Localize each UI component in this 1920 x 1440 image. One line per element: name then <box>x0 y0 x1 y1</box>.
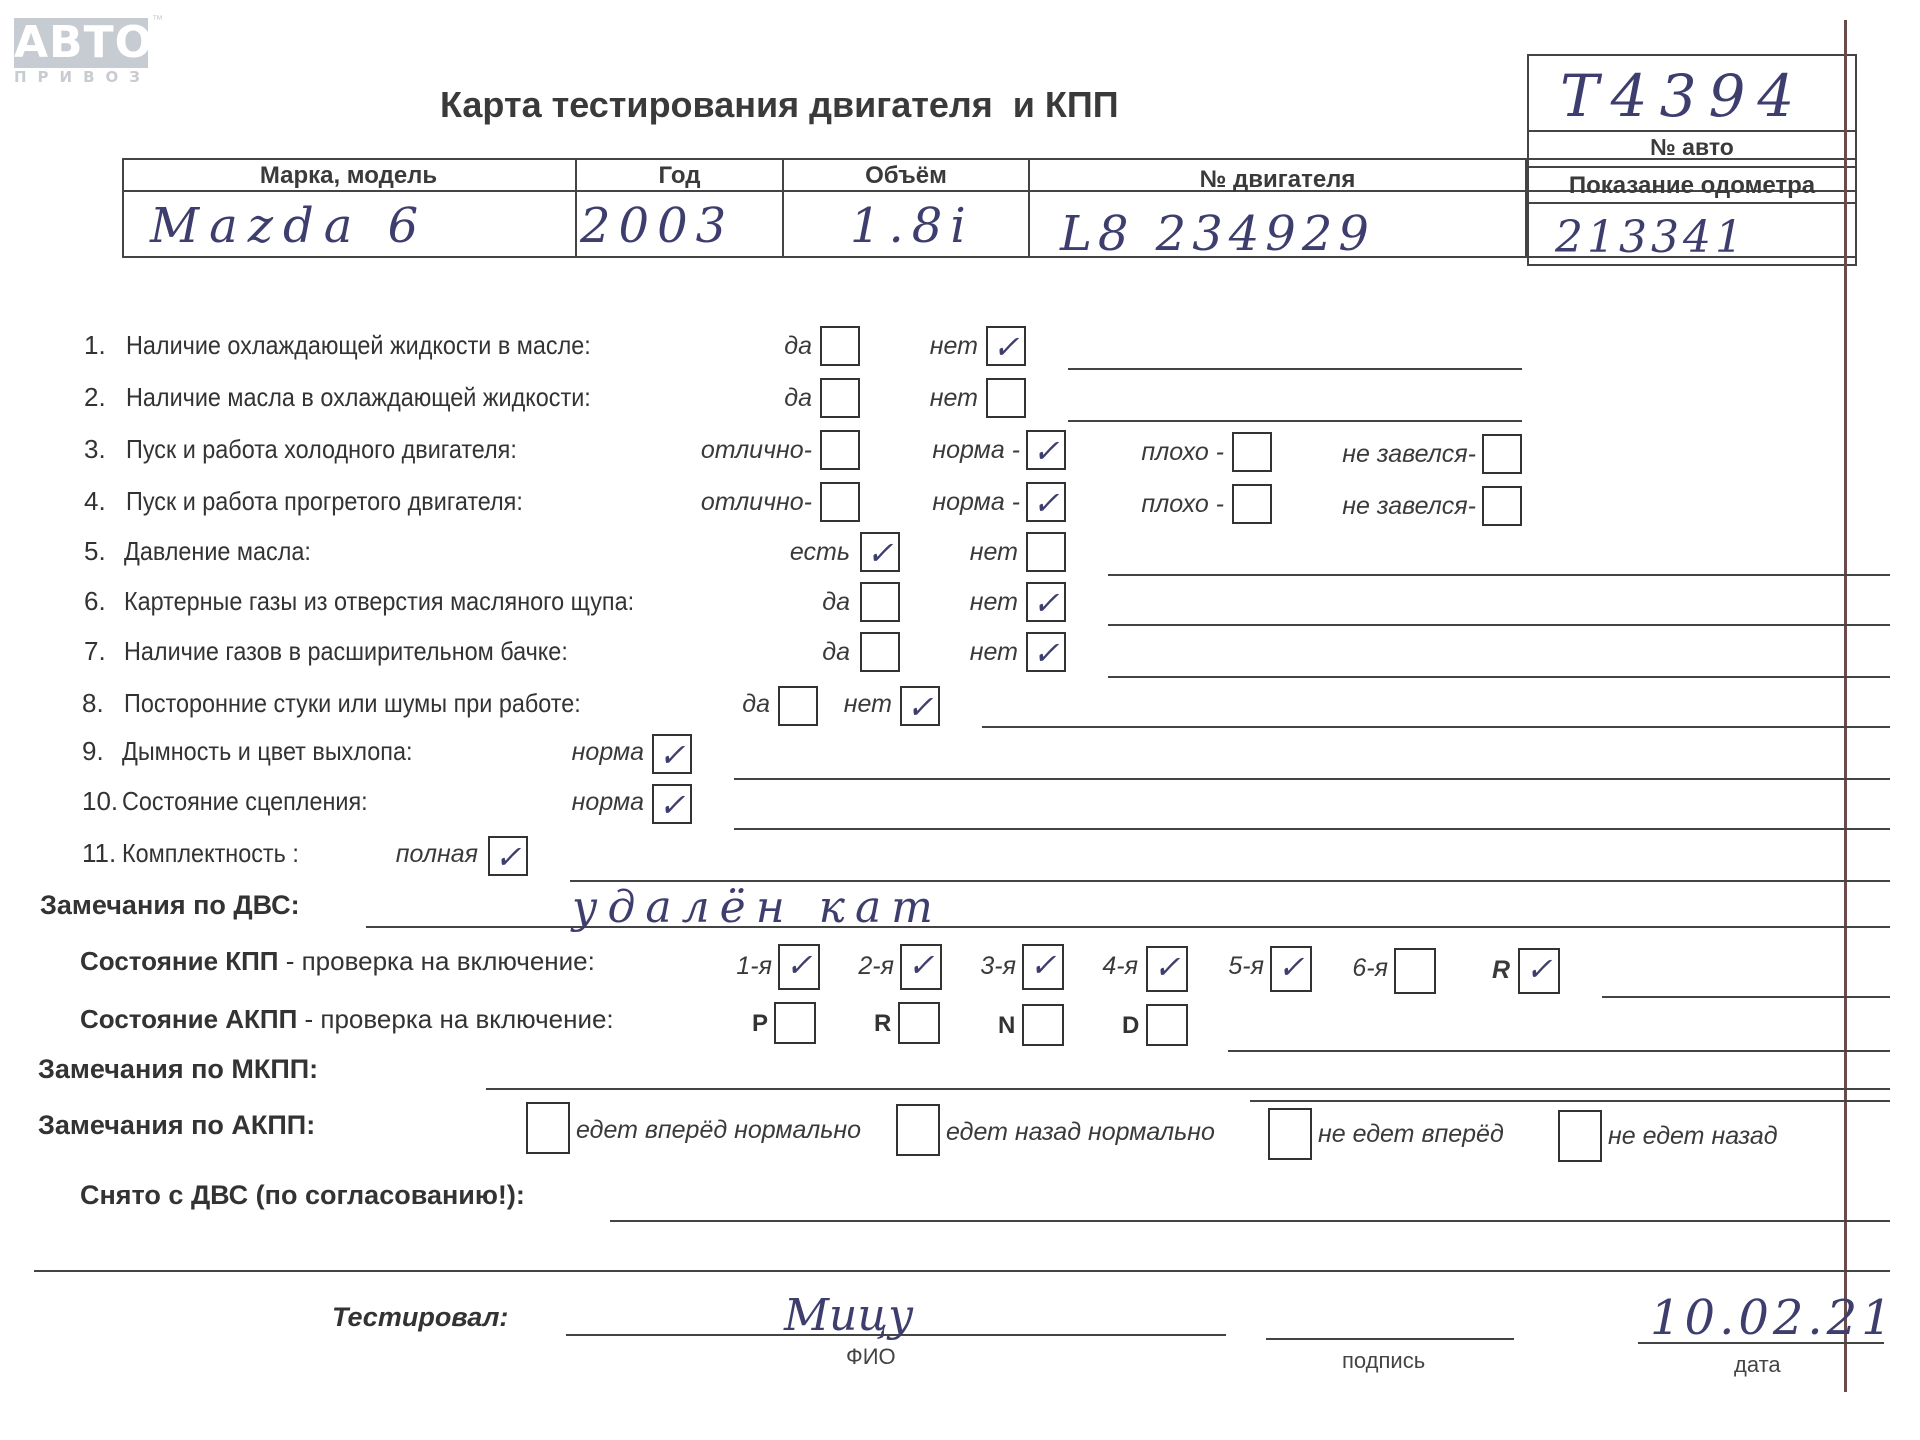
check-mark: ✓ <box>494 838 522 876</box>
page-title: Карта тестирования двигателя и КПП <box>440 84 1119 125</box>
item-label: Посторонние стуки или шумы при работе: <box>124 688 581 718</box>
option-label: не завелся- <box>1342 492 1476 520</box>
akpp-label-rest: - проверка на включение: <box>297 1004 614 1034</box>
option-label: нет <box>969 638 1018 666</box>
option-label: отлично- <box>700 436 812 464</box>
mode-checkbox[interactable] <box>1022 1004 1064 1046</box>
item-label: Пуск и работа прогретого двигателя: <box>126 486 523 516</box>
removed-label: Снято с ДВС (по согласованию!): <box>80 1180 525 1210</box>
mode-checkbox[interactable] <box>1146 1004 1188 1046</box>
date-value: 10.02.21 <box>1650 1290 1896 1346</box>
item-number: 8. <box>82 688 104 718</box>
checkbox[interactable] <box>1482 434 1522 474</box>
akpp-remark-line <box>1228 1050 1890 1052</box>
checkbox[interactable] <box>860 582 900 622</box>
checkbox[interactable] <box>820 326 860 366</box>
checkbox[interactable] <box>1026 482 1066 522</box>
col-header-model: Марка, модель <box>259 162 438 189</box>
checkbox[interactable] <box>820 378 860 418</box>
item-number: 5. <box>84 536 106 566</box>
option-label: норма <box>571 738 644 766</box>
signature-line <box>1266 1338 1514 1340</box>
check-mark: ✓ <box>866 534 894 572</box>
option-label: да <box>822 638 850 666</box>
separator-line <box>34 1270 1890 1272</box>
akpp-option-label: едет вперёд нормально <box>576 1116 862 1144</box>
option-label: да <box>822 588 850 616</box>
tested-by-label: Тестировал: <box>332 1302 509 1332</box>
col-header-odometer: Показание одометра <box>1568 172 1816 199</box>
kpp-remark-line <box>1602 996 1890 998</box>
option-label: нет <box>843 690 892 718</box>
gear-checkbox[interactable] <box>1270 946 1312 992</box>
gear-checkbox[interactable] <box>1518 948 1560 994</box>
item-label: Наличие масла в охлаждающей жидкости: <box>126 382 591 412</box>
gear-label: R <box>1491 956 1510 984</box>
remarks-akpp-label: Замечания по АКПП: <box>38 1110 316 1140</box>
item-label: Наличие охлаждающей жидкости в масле: <box>126 330 591 360</box>
checkbox[interactable] <box>986 326 1026 366</box>
remarks-dvs-value: удалён кат <box>572 882 943 933</box>
checkbox[interactable] <box>1026 532 1066 572</box>
gear-label: 5-я <box>1228 952 1264 980</box>
akpp-option-checkbox[interactable] <box>526 1102 570 1154</box>
value-volume: 1.8i <box>850 198 974 254</box>
gear-checkbox[interactable] <box>1022 944 1064 990</box>
remarks-mkpp-line-2 <box>1250 1100 1890 1102</box>
option-label: есть <box>789 538 850 566</box>
remarks-mkpp-line <box>486 1088 1890 1090</box>
item-label: Давление масла: <box>124 536 311 566</box>
checkbox[interactable] <box>652 784 692 824</box>
option-label: не завелся- <box>1342 440 1476 468</box>
akpp-option-label: не едет назад <box>1608 1122 1778 1150</box>
remark-line <box>1068 368 1522 370</box>
option-label: плохо - <box>1141 490 1224 518</box>
akpp-option-label: не едет вперёд <box>1318 1120 1504 1148</box>
option-label: плохо - <box>1141 438 1224 466</box>
item-number: 1. <box>84 330 106 360</box>
check-mark: ✓ <box>1277 948 1305 986</box>
check-mark: ✓ <box>658 736 686 774</box>
kpp-label-rest: - проверка на включение: <box>278 946 595 976</box>
car-number-header: № авто <box>1650 134 1734 160</box>
akpp-option-checkbox[interactable] <box>896 1104 940 1156</box>
gear-checkbox[interactable] <box>900 944 942 990</box>
mode-label: P <box>752 1010 769 1037</box>
item-label: Пуск и работа холодного двигателя: <box>126 434 517 464</box>
item-number: 6. <box>84 586 106 616</box>
mode-checkbox[interactable] <box>774 1002 816 1044</box>
logo-subtitle: ПРИВОЗ <box>14 68 151 86</box>
car-number-divider-1 <box>1527 130 1857 132</box>
option-label: полная <box>395 840 478 868</box>
checkbox[interactable] <box>1482 486 1522 526</box>
gear-label: 2-я <box>858 952 894 980</box>
checkbox[interactable] <box>1026 430 1066 470</box>
kpp-label <box>80 946 595 977</box>
check-mark: ✓ <box>1525 950 1553 988</box>
remark-line <box>1068 420 1522 422</box>
signature-caption: подпись <box>1342 1348 1426 1373</box>
akpp-option-checkbox[interactable] <box>1558 1110 1602 1162</box>
checkbox[interactable] <box>820 430 860 470</box>
checkbox[interactable] <box>820 482 860 522</box>
checkbox[interactable] <box>1232 432 1272 472</box>
item-number: 7. <box>84 636 106 666</box>
fio-value: Мицу <box>784 1290 914 1341</box>
item-number: 9. <box>82 736 104 766</box>
akpp-option-checkbox[interactable] <box>1268 1108 1312 1160</box>
gear-checkbox[interactable] <box>778 944 820 990</box>
item-number: 10. <box>82 786 119 816</box>
logo-trademark: ™ <box>152 14 163 26</box>
item-label: Комплектность : <box>122 838 299 868</box>
option-label: отлично- <box>700 488 812 516</box>
gear-checkbox[interactable] <box>1394 948 1436 994</box>
value-odometer: 213341 <box>1555 212 1747 263</box>
gear-checkbox[interactable] <box>1146 946 1188 992</box>
option-label: нет <box>929 332 978 360</box>
option-label: да <box>784 384 812 412</box>
kpp-label-bold: Состояние КПП <box>80 946 279 976</box>
check-mark: ✓ <box>906 688 934 726</box>
value-engine-no: L8 234929 <box>1060 206 1375 262</box>
value-year: 2003 <box>580 198 735 254</box>
checkbox[interactable] <box>900 686 940 726</box>
checkbox[interactable] <box>652 734 692 774</box>
gear-label: 3-я <box>980 952 1016 980</box>
option-label: норма - <box>932 436 1020 464</box>
remark-line <box>1108 676 1890 678</box>
option-label: да <box>742 690 770 718</box>
remark-line <box>982 726 1890 728</box>
option-label: нет <box>969 538 1018 566</box>
remark-line <box>734 828 1890 830</box>
gear-label: 1-я <box>736 952 772 980</box>
check-mark: ✓ <box>1032 432 1060 470</box>
remarks-mkpp-label: Замечания по МКПП: <box>38 1054 319 1084</box>
akpp-label <box>80 1004 614 1035</box>
checkbox[interactable] <box>1026 582 1066 622</box>
mode-label: N <box>998 1012 1016 1039</box>
akpp-label-bold: Состояние АКПП <box>80 1004 298 1034</box>
check-mark: ✓ <box>992 328 1020 366</box>
checkbox[interactable] <box>778 686 818 726</box>
checkbox[interactable] <box>1026 632 1066 672</box>
item-number: 4. <box>84 486 106 516</box>
option-label: норма <box>571 788 644 816</box>
logo: АВТО <box>14 17 154 68</box>
remark-line <box>734 778 1890 780</box>
item-number: 3. <box>84 434 106 464</box>
remark-line <box>1108 574 1890 576</box>
mode-label: R <box>874 1010 892 1037</box>
mode-checkbox[interactable] <box>898 1002 940 1044</box>
mode-label: D <box>1122 1012 1140 1039</box>
item-label: Дымность и цвет выхлопа: <box>122 736 413 766</box>
check-mark: ✓ <box>1029 946 1057 984</box>
akpp-option-label: едет назад нормально <box>946 1118 1215 1146</box>
checkbox[interactable] <box>488 836 528 876</box>
remarks-dvs-label: Замечания по ДВС: <box>40 890 300 920</box>
check-mark: ✓ <box>1153 948 1181 986</box>
option-label: да <box>784 332 812 360</box>
checkbox[interactable] <box>860 632 900 672</box>
col-header-engine-no: № двигателя <box>1199 166 1356 193</box>
check-mark: ✓ <box>1032 584 1060 622</box>
item-number: 11. <box>82 838 117 868</box>
checkbox[interactable] <box>860 532 900 572</box>
date-caption: дата <box>1734 1352 1781 1377</box>
check-mark: ✓ <box>907 946 935 984</box>
item-label: Наличие газов в расширительном бачке: <box>124 636 568 666</box>
check-mark: ✓ <box>785 946 813 984</box>
value-model: Mazda 6 <box>150 198 429 254</box>
gear-label: 4-я <box>1102 952 1138 980</box>
checkbox[interactable] <box>1232 484 1272 524</box>
checkbox[interactable] <box>986 378 1026 418</box>
remark-line <box>1108 624 1890 626</box>
car-number-value: T4394 <box>1560 62 1807 130</box>
check-mark: ✓ <box>658 786 686 824</box>
item-label: Состояние сцепления: <box>122 786 368 816</box>
item-label: Картерные газы из отверстия масляного щупа: <box>124 586 635 616</box>
option-label: нет <box>969 588 1018 616</box>
option-label: нет <box>929 384 978 412</box>
check-mark: ✓ <box>1032 634 1060 672</box>
item-number: 2. <box>84 382 106 412</box>
removed-line <box>610 1220 1890 1222</box>
fio-caption: ФИО <box>846 1344 896 1369</box>
col-header-year: Год <box>658 162 701 189</box>
option-label: норма - <box>932 488 1020 516</box>
right-border-line <box>1844 20 1847 1392</box>
col-header-volume: Объём <box>865 162 947 189</box>
gear-label: 6-я <box>1352 954 1388 982</box>
check-mark: ✓ <box>1032 484 1060 522</box>
